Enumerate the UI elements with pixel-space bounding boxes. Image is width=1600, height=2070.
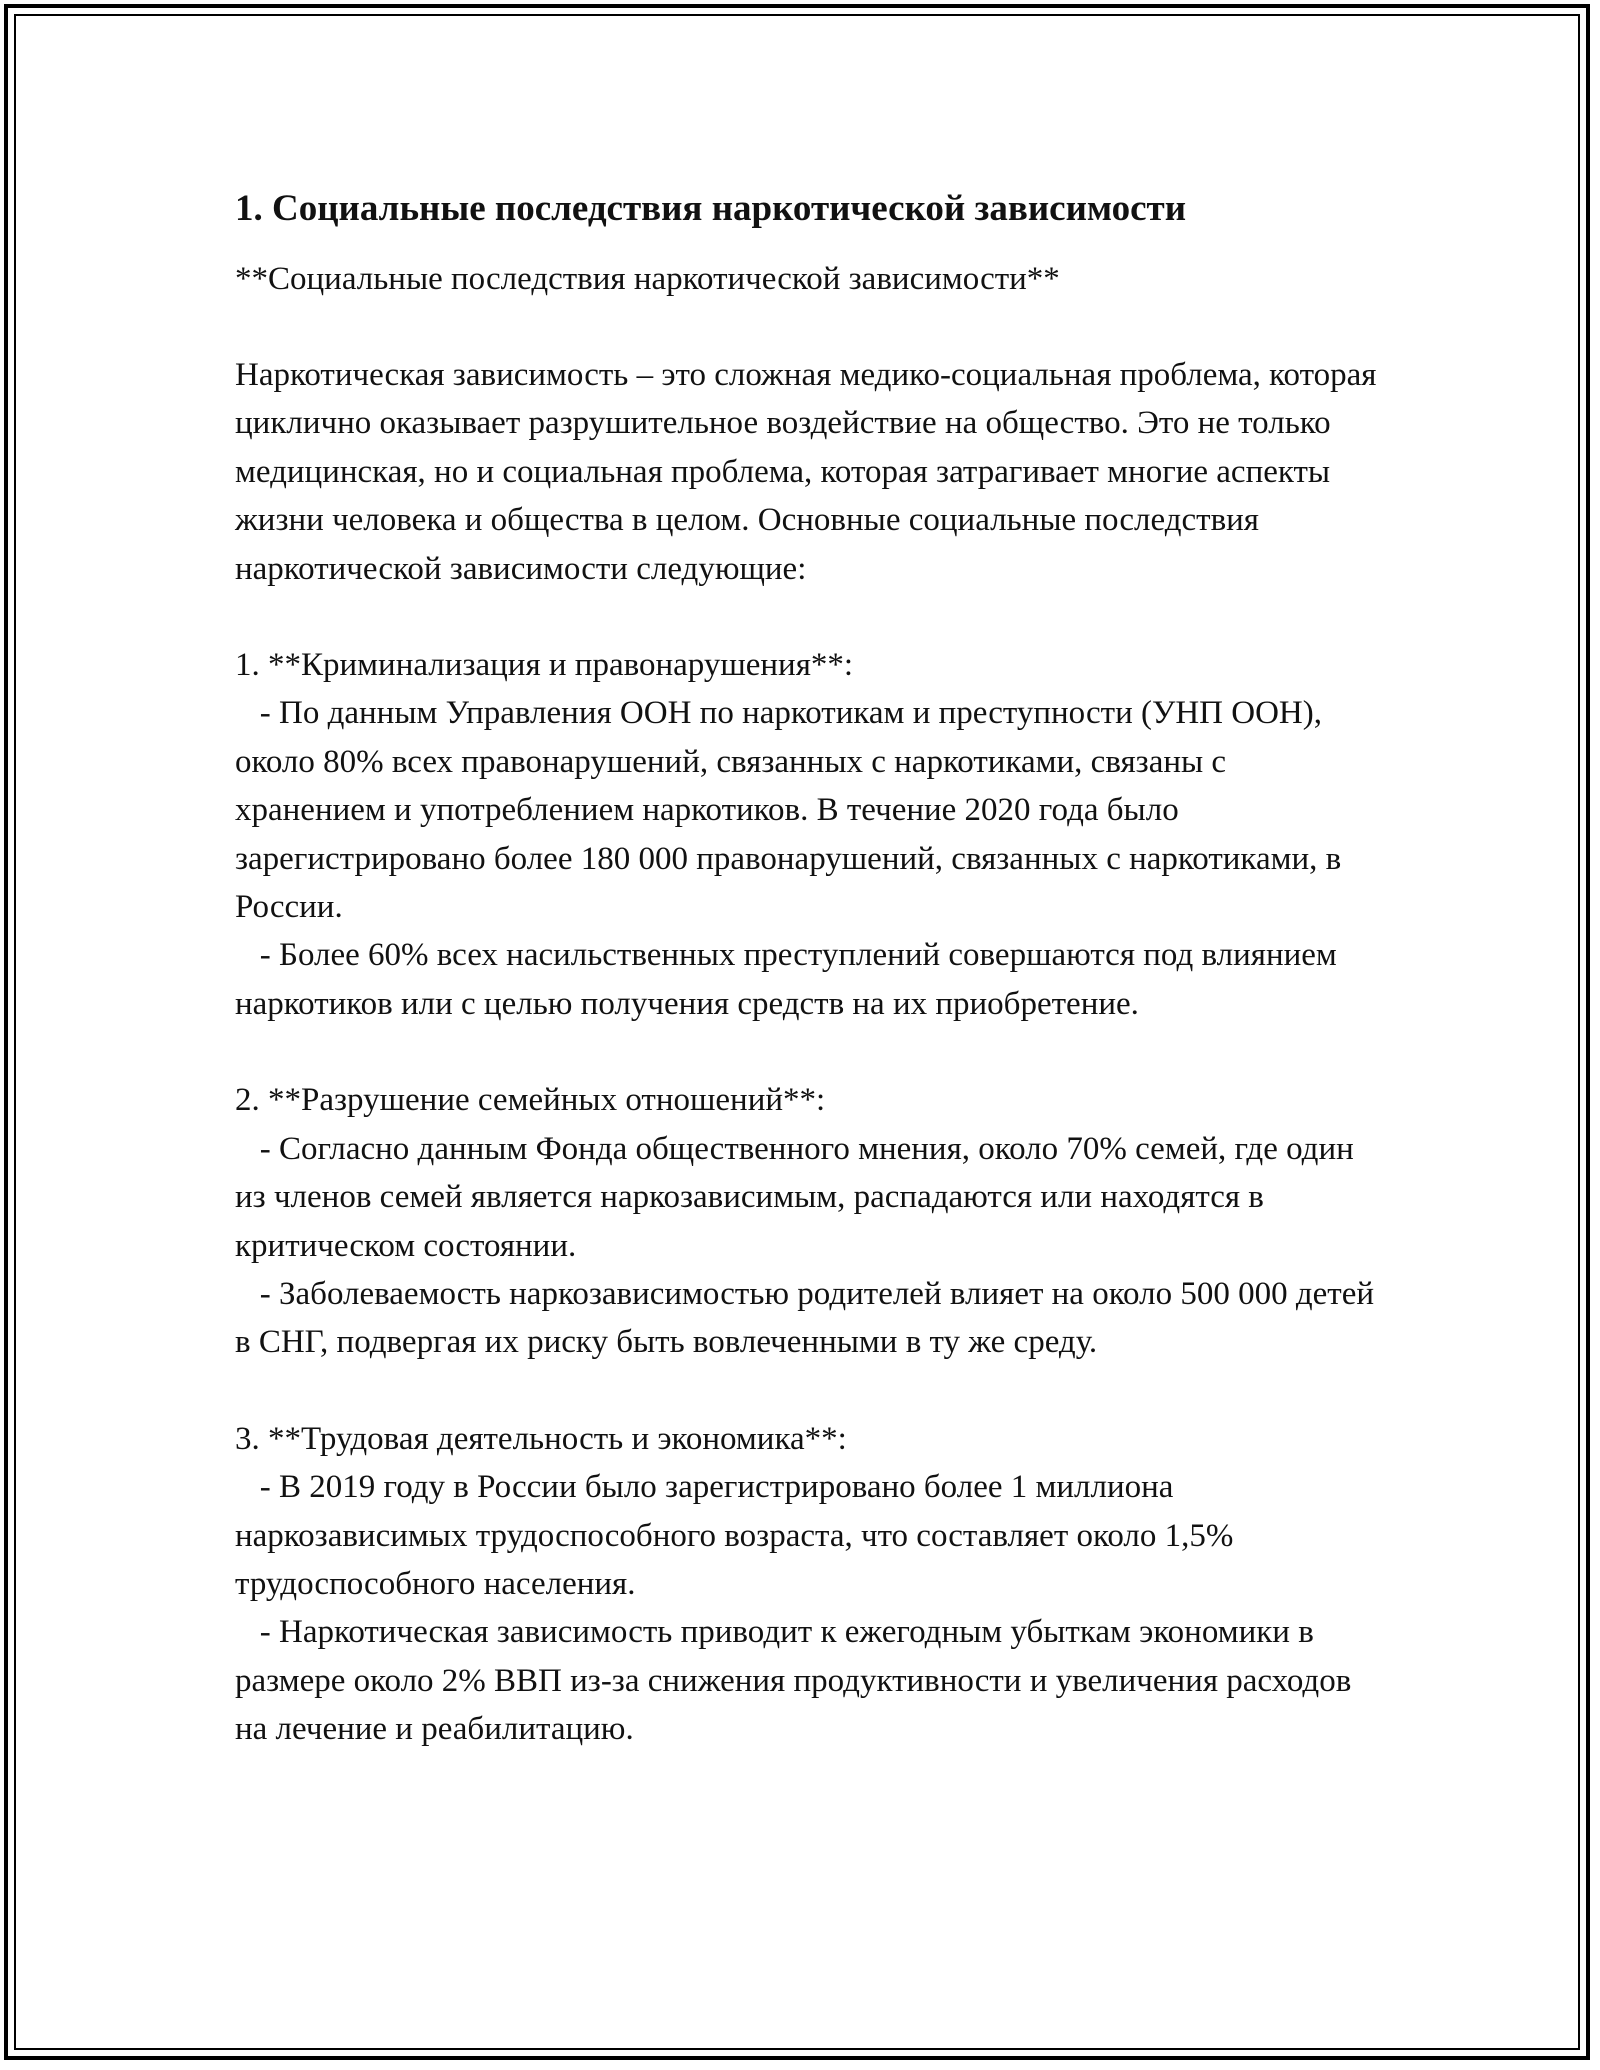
- section-family: [235, 1076, 1385, 1366]
- section-criminalization: [235, 641, 1385, 1028]
- section-heading: 2. **Разрушение семейных отношений**:: [235, 1082, 826, 1119]
- section-heading: 1. **Криминализация и правонарушения**:: [235, 647, 854, 684]
- spacer: [235, 1367, 1385, 1415]
- section-item-text: - Более 60% всех насильственных преступлений совершаются под влиянием наркотиков или с целью получения средств на их приобретение.: [235, 937, 1346, 1022]
- document-title: 1. Социальные последствия наркотической зависимости: [235, 188, 1187, 229]
- section-item-text: - Наркотическая зависимость приводит к ежегодным убыткам экономики в размере около 2% ВВП из-за снижения продуктивности и увеличения расходов на лечение и реабилитацию.: [235, 1614, 1360, 1748]
- section-item-text: - В 2019 году в России было зарегистрировано более 1 миллиона наркозависимых трудоспособного возраста, что составляет около 1,5% трудоспособного населения.: [235, 1469, 1242, 1602]
- section-item: [235, 1270, 1385, 1367]
- section-item: [235, 689, 1385, 931]
- section-heading: 3. **Трудовая деятельность и экономика**:: [235, 1420, 847, 1457]
- section-economy: [235, 1415, 1385, 1754]
- spacer: [235, 1028, 1385, 1076]
- section-item: [235, 1463, 1385, 1608]
- section-item-text: - Заболеваемость наркозависимостью родителей влияет на около 500 000 детей в СНГ, подвергая их риску быть вовлеченными в ту же среду.: [235, 1275, 1383, 1361]
- spacer: [235, 593, 1385, 641]
- section-item-text: - По данным Управления ООН по наркотикам и преступности (УНП ООН), около 80% всех правонарушений, связанных с наркотиками, связаны с хранением и употреблением наркотиков. В течение 2020 года было зарегистрировано более 180 000 правонарушений, связанных с наркотиками, в России.: [235, 695, 1350, 926]
- section-item: [235, 1608, 1385, 1753]
- section-item-text: - Согласно данным Фонда общественного мнения, около 70% семей, где один из членов семей является наркозависимым, распадаются или находятся в критическом состоянии.: [235, 1130, 1363, 1264]
- document-subtitle: **Социальные последствия наркотической зависимости**: [235, 261, 1060, 297]
- section-item: [235, 931, 1385, 1028]
- document-body: [235, 185, 1385, 1754]
- intro-paragraph: Наркотическая зависимость – это сложная медико-социальная проблема, которая циклично оказывает разрушительное воздействие на общество. Это не только медицинская, но и социальная проблема, которая затрагивает многие аспекты жизни человека и общества в целом. Основные социальные последствия наркотической зависимости следующие:: [235, 357, 1377, 587]
- section-item: [235, 1125, 1385, 1270]
- spacer: [235, 303, 1385, 351]
